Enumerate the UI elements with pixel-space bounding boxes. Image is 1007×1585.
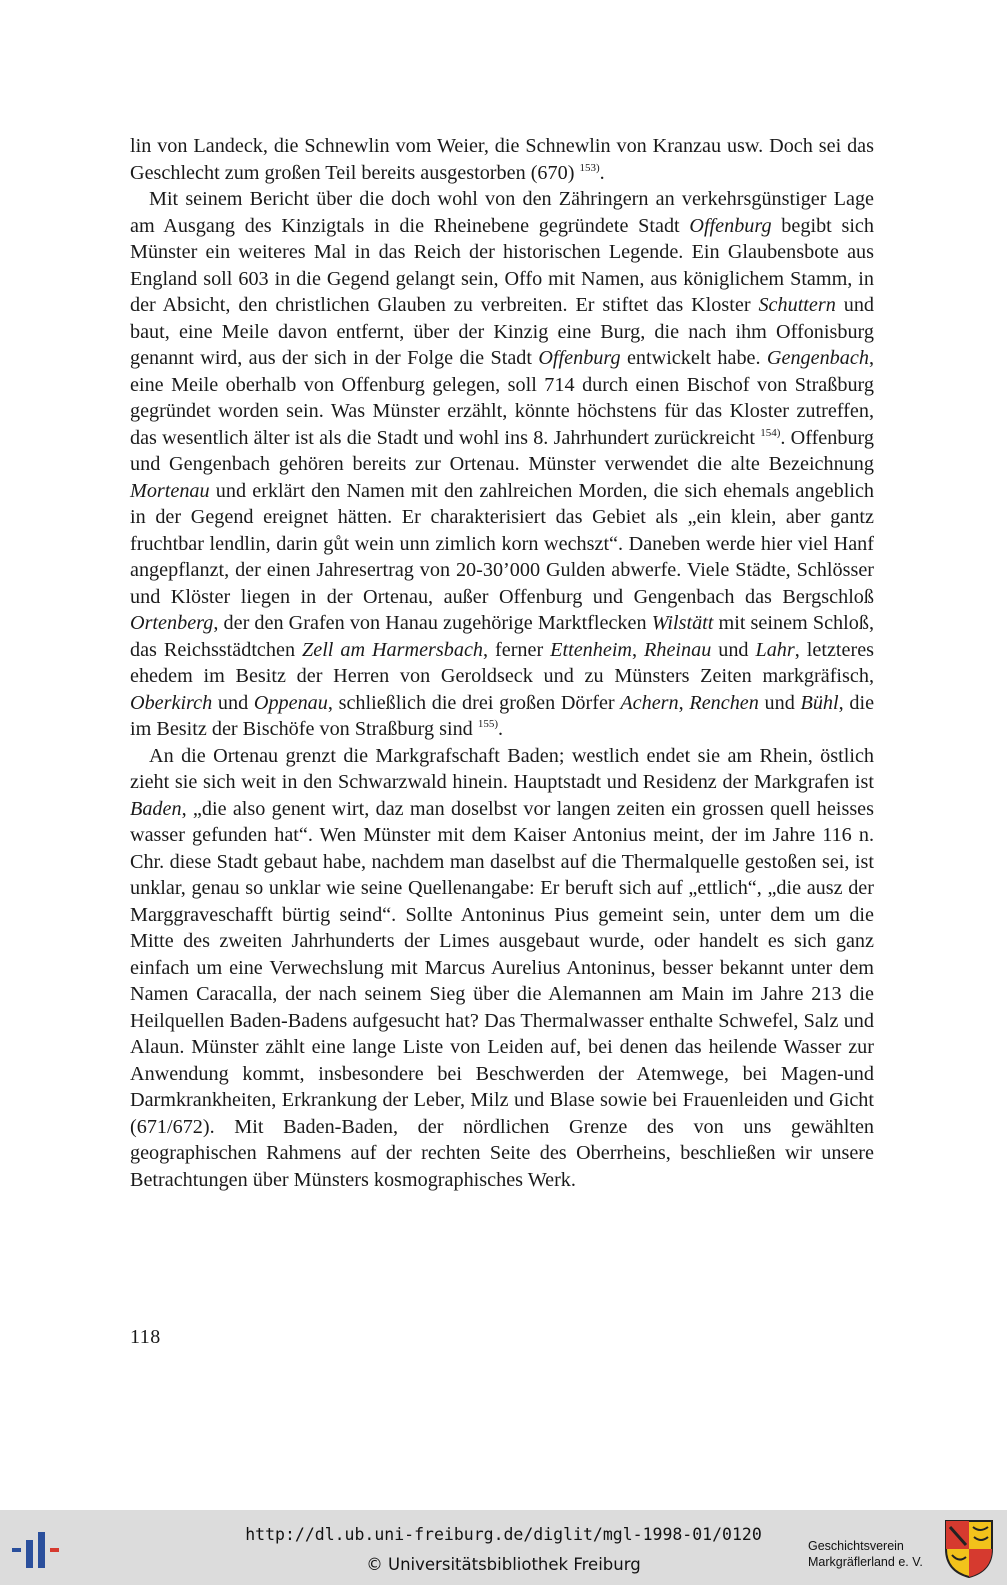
paragraph-1 xyxy=(130,133,874,186)
text-run: und erklärt den Namen mit den zahlreichen Morden, die sich ehemals angeblich in der Gegend ereignet hätten. Er charakterisiert das Gebiet als „ein klein, aber gantz fruchtbar lendlin, darin gůt wein unn zimlich korn wechszt“. Daneben werde hier viel Hanf angepflanzt, der einen Jahresertrag von 20-30’000 Gulden abwerfe. Viele Städte, Schlösser und Klöster liegen in der Ortenau, außer Offenburg und Gengenbach das Bergschloß xyxy=(130,479,874,608)
footnote-ref: 153) xyxy=(579,161,600,174)
italic-place-name: Renchen xyxy=(689,691,759,714)
footnote-ref: 155) xyxy=(477,718,498,730)
italic-place-name: Schuttern xyxy=(758,294,836,316)
text-run: Mit seinem Bericht über die doch wohl von den Zähringern an verkehrsgünstiger Lage am Ausgang des Kinzigtals in die Rheinebene gegründete Stadt xyxy=(130,188,874,237)
text-run: . xyxy=(599,161,605,184)
italic-place-name: Offenburg xyxy=(689,214,772,237)
italic-place-name: Baden xyxy=(130,797,182,820)
italic-place-name: Bühl xyxy=(800,691,839,714)
org-name-line-2: Markgräflerland e. V. xyxy=(808,1555,923,1569)
footer-url-link[interactable]: http://dl.ub.uni-freiburg.de/diglit/mgl-1998-01/0120 xyxy=(245,1525,762,1544)
text-run: , schließlich die drei großen Dörfer xyxy=(327,691,621,714)
text-run: lin von Landeck, die Schnewlin vom Weier, die Schnewlin von Kranzau usw. Doch sei das Geschlecht zum großen Teil bereits ausgestorben (670) xyxy=(130,135,874,184)
page-number: 118 xyxy=(130,1326,161,1348)
text-run: , eine Meile oberhalb von Offenburg gelegen, soll 714 durch einen Bischof von Straßburg gegründet worden sein. Was Münster erzählt, könnte höchstens für das Kloster zutreffen, das wesentlich älter ist als die Stadt und wohl ins 8. Jahrhundert zurückreicht xyxy=(130,347,874,449)
text-run: , xyxy=(678,691,690,714)
footer-organization xyxy=(808,1538,938,1570)
italic-place-name: Oberkirch xyxy=(130,691,213,714)
paragraph-3 xyxy=(130,743,874,1194)
italic-place-name: Achern xyxy=(620,691,679,714)
footer-copyright: © Universitätsbibliothek Freiburg xyxy=(366,1555,641,1574)
italic-place-name: Zell am Harmersbach xyxy=(302,638,484,661)
italic-place-name: Oppenau xyxy=(253,691,328,714)
footer-bar xyxy=(0,1510,1007,1585)
text-run: mit seinem Schloß, das Reichsstädtchen xyxy=(130,612,874,661)
text-run: . Offenburg und Gengenbach gehören bereits zur Ortenau. Münster verwendet die alte Bezeichnung xyxy=(130,426,874,475)
text-run: , letzteres ehedem im Besitz der Herren von Geroldseck und zu Münsters Zeiten markgräfisch, xyxy=(130,638,875,687)
page-body xyxy=(130,133,874,1193)
text-run: und xyxy=(212,691,254,714)
italic-place-name: Rheinau xyxy=(644,638,712,661)
text-run: , xyxy=(632,638,645,661)
text-run: , der den Grafen von Hanau zugehörige Marktflecken xyxy=(213,612,652,634)
text-run: entwickelt habe. xyxy=(620,347,767,369)
footnote-ref: 154) xyxy=(760,426,781,439)
paragraph-2 xyxy=(130,186,874,743)
italic-place-name: Offenburg xyxy=(538,347,621,369)
text-run: und baut, eine Meile davon entfernt, über der Kinzig eine Burg, die nach ihm Offonisburg genannt wird, aus der sich in der Folge die Stadt xyxy=(130,294,875,369)
text-run: und xyxy=(711,638,756,661)
text-run: , „die also genent wirt, daz man doselbst vor langen zeiten ein grossen quell heisses wasser gefunden hat“. Wen Münster mit dem Kaiser Antonius meint, der im Jahre 116 n. Chr. diese Stadt gebaut habe, nachdem man daselbst auf die Thermalquelle gestoßen sei, ist unklar, genau so unklar wie seine Quellenangabe: Er beruft sich auf „ettlich“, „die ausz der Marggraveschafft bürtig seind“. Sollte Antoninus Pius gemeint sein, unter dem um die Mitte des zweiten Jahrhunderts der Limes ausgebaut wurde, oder handelt es sich ganz einfach um eine Verwechslung mit Marcus Aurelius Antoninus, besser bekannt unter dem Namen Caracalla, der nach seinem Sieg über die Alemannen am Main im Jahre 213 die Heilquellen Baden-Badens aufgesucht hat? Das Thermalwasser enthalte Schwefel, Salz und Alaun. Münster zählt eine lange Liste von Leiden auf, bei denen das heilende Wasser zur Anwendung kommt, insbesondere bei Beschwerden der Atemwege, bei Magen-und Darmkrankheiten, Erkrankung der Leber, Milz und Blase sowie bei Frauenleiden und Gicht (671/672). Mit Baden-Baden, der nördlichen Grenze des von uns gewählten geographischen Rahmens auf der rechten Seite des Oberrheins, beschließen wir unsere Betrachtungen über Münsters kosmographisches Werk. xyxy=(130,797,874,1191)
text-run: . xyxy=(498,718,504,740)
org-name-line-1: Geschichtsverein xyxy=(808,1539,904,1553)
text-run: und xyxy=(758,691,801,714)
text-run: An die Ortenau grenzt die Markgrafschaft Baden; westlich endet sie am Rhein, östlich zieht sie sich weit in den Schwarzwald hinein. Hauptstadt und Residenz der Markgrafen ist xyxy=(130,744,874,793)
italic-place-name: Gengenbach xyxy=(766,347,869,369)
text-run: , ferner xyxy=(483,638,551,661)
italic-place-name: Ortenberg xyxy=(130,612,214,634)
italic-place-name: Ettenheim xyxy=(550,638,633,661)
text-run: begibt sich Münster ein weiteres Mal in das Reich der historischen Legende. Ein Glaubensbote aus England soll 603 in die Gegend gelangt sein, Offo mit Namen, aus königlichem Stamm, in der Absicht, den christlichen Glauben zu verbreiten. Er stiftet das Kloster xyxy=(130,214,874,316)
italic-place-name: Wilstätt xyxy=(651,612,714,634)
italic-place-name: Mortenau xyxy=(130,479,210,502)
text-run: , die im Besitz der Bischöfe von Straßburg sind xyxy=(130,691,875,740)
italic-place-name: Lahr xyxy=(755,638,795,661)
coat-of-arms-icon xyxy=(944,1519,994,1579)
